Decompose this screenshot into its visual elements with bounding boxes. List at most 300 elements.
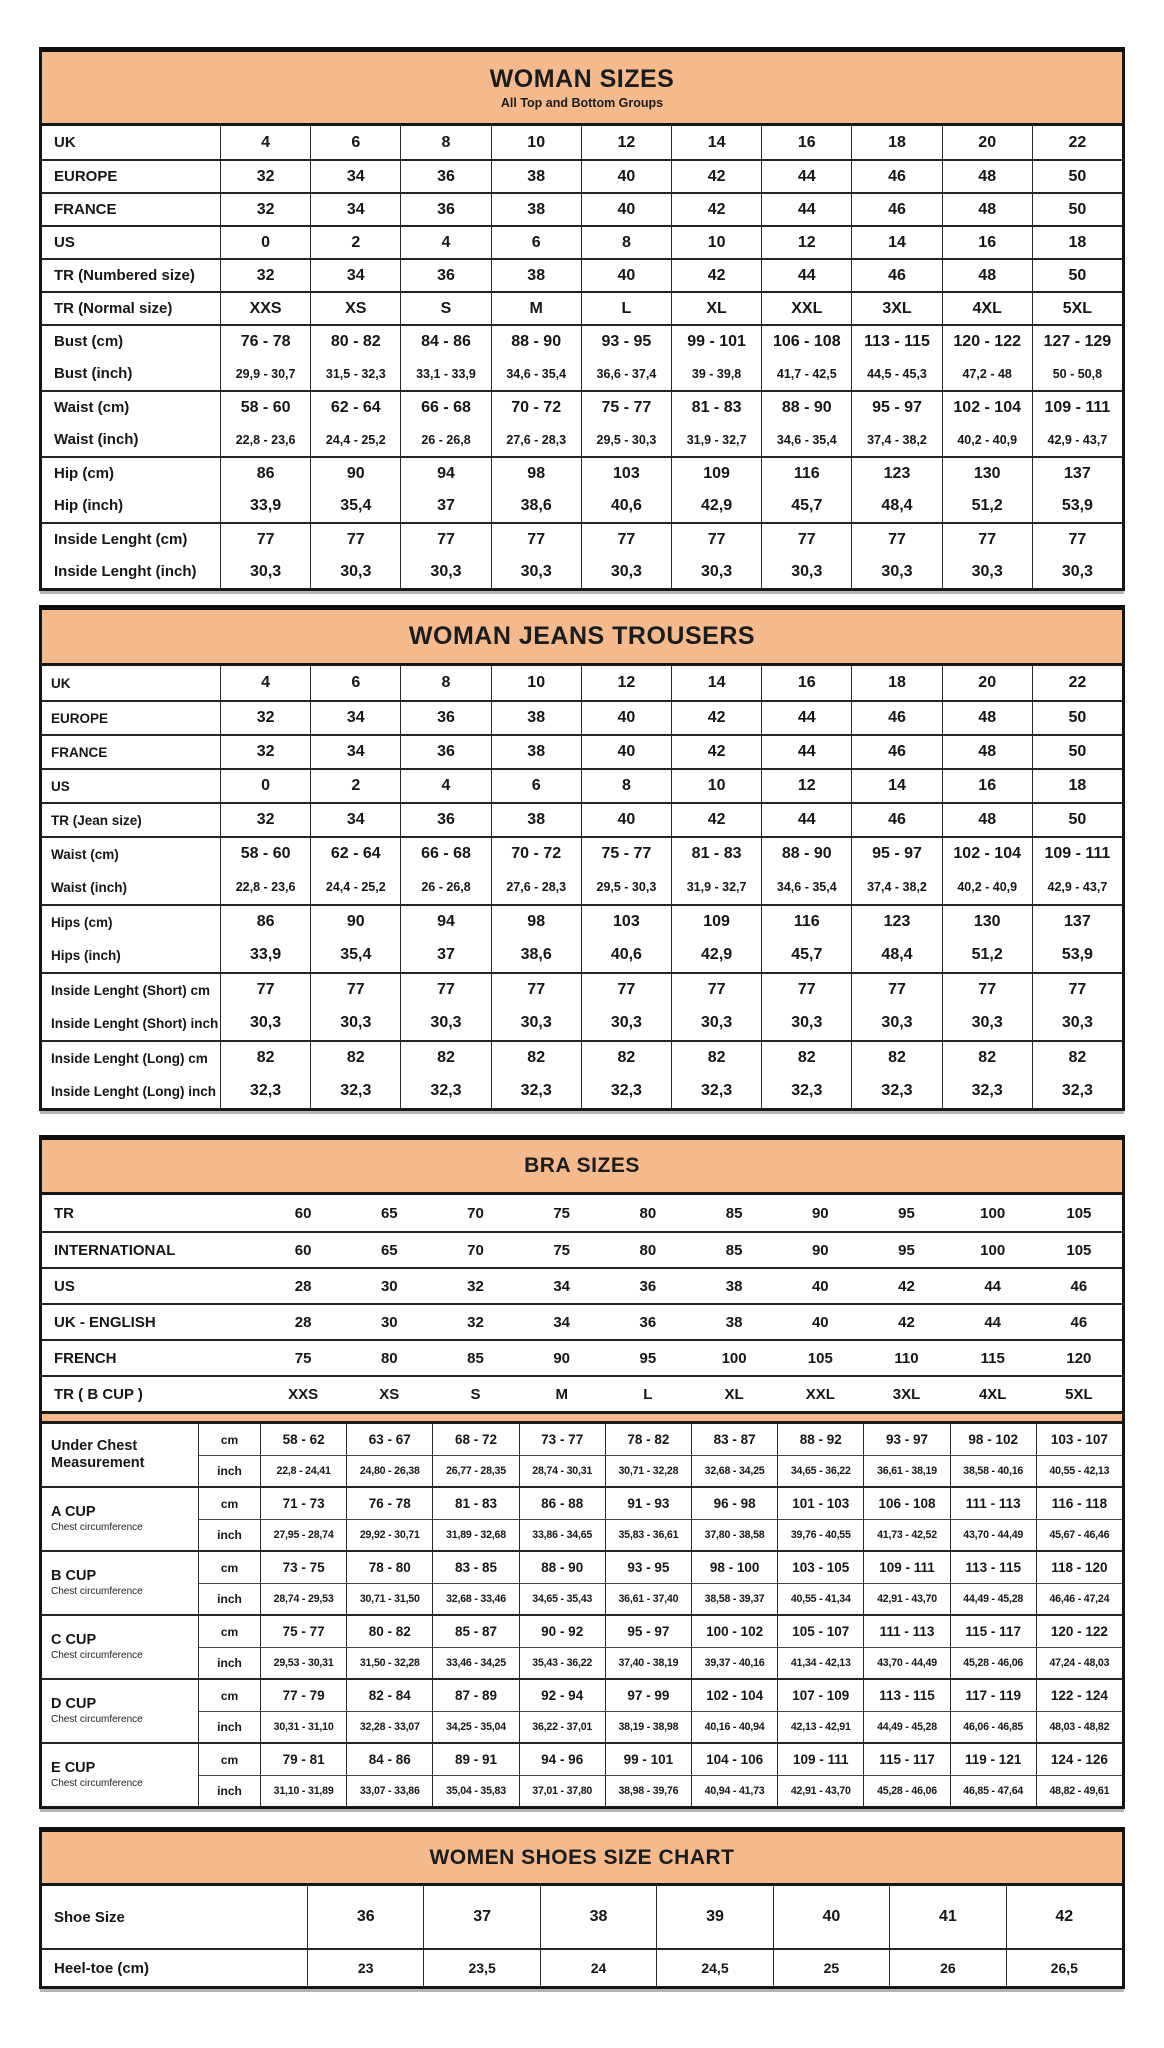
value-cell: 120 - 122	[1036, 1616, 1122, 1647]
value-cell: 10	[671, 770, 761, 802]
unit-label-inch: inch	[198, 1519, 260, 1550]
value-cell: 98 - 100	[691, 1552, 777, 1583]
value-cell: 46	[1070, 1277, 1088, 1295]
value-cell: 90	[811, 1204, 829, 1222]
value-cell: 40	[811, 1277, 829, 1295]
value-cell: 36	[400, 804, 490, 836]
value-cell: 28,74 - 29,53	[260, 1583, 346, 1614]
value-cell: 46	[1070, 1313, 1088, 1331]
value-cell: 42	[671, 260, 761, 291]
value-cell: 34,6 - 35,4	[761, 870, 851, 904]
value-cell: 60	[294, 1241, 312, 1259]
value-cell: 26 - 26,8	[400, 870, 490, 904]
value-cell: 38	[540, 1886, 656, 1948]
value-cell: 34	[310, 804, 400, 836]
value-cell: 37	[400, 938, 490, 972]
value-cell: 123	[851, 906, 941, 938]
value-cell: 95	[639, 1349, 657, 1367]
value-cell: 10	[671, 227, 761, 258]
value-cell: 44	[761, 161, 851, 192]
value-cell: 66 - 68	[400, 392, 490, 423]
value-cell: 34	[310, 161, 400, 192]
value-cell: 10	[491, 126, 581, 159]
value-cell: 38,6	[491, 489, 581, 522]
value-cell: 28,74 - 30,31	[519, 1455, 605, 1486]
value-cell: 39 - 39,8	[671, 357, 761, 390]
value-cell: 91 - 93	[605, 1488, 691, 1519]
value-cell: 115 - 117	[863, 1744, 949, 1775]
value-cell: 32	[220, 161, 310, 192]
row-label: EUROPE	[51, 710, 109, 726]
value-cell: 77	[400, 974, 490, 1006]
value-cell: 82	[220, 1042, 310, 1074]
value-cell: 30,3	[1032, 555, 1122, 588]
value-cell: 29,5 - 30,3	[581, 870, 671, 904]
value-cell: 80 - 82	[310, 326, 400, 357]
value-cell: 41,34 - 42,13	[777, 1647, 863, 1678]
table-row	[42, 870, 1122, 904]
row-label: US	[54, 234, 75, 251]
value-cell: 40,94 - 41,73	[691, 1775, 777, 1806]
value-cell: 10	[491, 666, 581, 700]
value-cell: 82	[491, 1042, 581, 1074]
value-cell: 95	[898, 1204, 915, 1222]
value-cell: 35,04 - 35,83	[432, 1775, 518, 1806]
woman-jeans-title: WOMAN JEANS TROUSERS	[408, 622, 756, 650]
table-row	[42, 836, 1122, 870]
value-cell: 22,8 - 23,6	[220, 423, 310, 456]
value-cell: 100	[980, 1204, 1006, 1222]
value-cell: 81 - 83	[671, 838, 761, 870]
table-row	[42, 1074, 1122, 1108]
row-label: UK	[54, 134, 76, 151]
value-cell: 34	[553, 1313, 571, 1331]
value-cell: 39,37 - 40,16	[691, 1647, 777, 1678]
value-cell: 24,4 - 25,2	[310, 423, 400, 456]
value-cell: 50	[1032, 161, 1122, 192]
row-label: Hip (cm)	[54, 465, 114, 482]
value-cell: 75	[294, 1349, 312, 1367]
table-row	[42, 357, 1122, 390]
value-cell: XL	[671, 293, 761, 324]
value-cell: 48,82 - 49,61	[1036, 1775, 1122, 1806]
value-cell: 46	[851, 260, 941, 291]
value-cell: 30,71 - 32,28	[605, 1455, 691, 1486]
women-shoes-rows	[42, 1886, 1122, 1986]
value-cell: 44	[761, 260, 851, 291]
value-cell: 99 - 101	[605, 1744, 691, 1775]
value-cell: 99 - 101	[671, 326, 761, 357]
cup-group	[42, 1486, 1122, 1550]
cup-group-label-main: A CUP	[51, 1504, 96, 1521]
value-cell: 119 - 121	[950, 1744, 1036, 1775]
value-cell: 93 - 95	[581, 326, 671, 357]
value-cell: 86	[220, 458, 310, 489]
value-cell: 2	[310, 770, 400, 802]
value-cell: 36	[400, 736, 490, 768]
value-cell: 130	[942, 458, 1032, 489]
row-label: Hips (cm)	[51, 914, 113, 930]
value-cell: 102 - 104	[691, 1680, 777, 1711]
value-cell: 26,5	[1006, 1950, 1122, 1986]
value-cell: 30	[380, 1313, 398, 1331]
value-cell: 111 - 113	[950, 1488, 1036, 1519]
unit-label-cm: cm	[198, 1424, 260, 1455]
value-cell: 42,91 - 43,70	[863, 1583, 949, 1614]
value-cell: 43,70 - 44,49	[863, 1647, 949, 1678]
value-cell: S	[470, 1385, 481, 1403]
value-cell: 110	[894, 1349, 919, 1367]
value-cell: 48	[942, 736, 1032, 768]
value-cell: 76 - 78	[346, 1488, 432, 1519]
value-cell: 3XL	[892, 1385, 921, 1403]
value-cell: 77	[851, 524, 941, 555]
cup-group	[42, 1678, 1122, 1742]
value-cell: 34,65 - 36,22	[777, 1455, 863, 1486]
value-cell: 27,6 - 28,3	[491, 423, 581, 456]
accent-divider-strip	[42, 1411, 1122, 1424]
value-cell: 50 - 50,8	[1032, 357, 1122, 390]
value-cell: 81 - 83	[432, 1488, 518, 1519]
value-cell: 36,6 - 37,4	[581, 357, 671, 390]
value-cell: 41,7 - 42,5	[761, 357, 851, 390]
cup-group-label-main: D CUP	[51, 1696, 97, 1713]
value-cell: 75	[553, 1241, 571, 1259]
value-cell: 48	[942, 260, 1032, 291]
value-cell: 29,92 - 30,71	[346, 1519, 432, 1550]
row-label: EUROPE	[54, 168, 118, 185]
value-cell: 34	[553, 1277, 571, 1295]
value-cell: 18	[1032, 770, 1122, 802]
cup-group-label	[42, 1680, 198, 1742]
value-cell: 81 - 83	[671, 392, 761, 423]
value-cell: 30,3	[581, 1006, 671, 1040]
value-cell: 68 - 72	[432, 1424, 518, 1455]
value-cell: 40,16 - 40,94	[691, 1711, 777, 1742]
value-cell: 44	[984, 1313, 1002, 1331]
value-cell: 6	[491, 770, 581, 802]
value-cell: 137	[1032, 906, 1122, 938]
value-cell: 34,65 - 35,43	[519, 1583, 605, 1614]
value-cell: 58 - 60	[220, 392, 310, 423]
value-cell: 30,3	[851, 555, 941, 588]
value-cell: 31,10 - 31,89	[260, 1775, 346, 1806]
value-cell: 77	[491, 974, 581, 1006]
table-row	[42, 700, 1122, 734]
value-cell: 48,4	[851, 938, 941, 972]
value-cell: 73 - 75	[260, 1552, 346, 1583]
value-cell: 33,9	[220, 489, 310, 522]
value-cell: 12	[581, 666, 671, 700]
value-cell: 95	[898, 1241, 915, 1259]
value-cell: 89 - 91	[432, 1744, 518, 1775]
woman-jeans-rows	[42, 666, 1122, 1108]
value-cell: 82	[761, 1042, 851, 1074]
cup-group	[42, 1424, 1122, 1486]
women-shoes-header	[42, 1832, 1122, 1886]
value-cell: 127 - 129	[1032, 326, 1122, 357]
value-cell: 39,76 - 40,55	[777, 1519, 863, 1550]
value-cell: 36	[400, 194, 490, 225]
value-cell: 42	[898, 1313, 915, 1331]
value-cell: 88 - 90	[761, 838, 851, 870]
table-row	[42, 1948, 1122, 1986]
table-row	[42, 291, 1122, 324]
value-cell: 82	[581, 1042, 671, 1074]
value-cell: 71 - 73	[260, 1488, 346, 1519]
value-cell: 115 - 117	[950, 1616, 1036, 1647]
value-cell: 95 - 97	[851, 392, 941, 423]
value-cell: 82	[400, 1042, 490, 1074]
cup-group-label-sub: Chest circumference	[51, 1650, 143, 1662]
value-cell: 38,58 - 39,37	[691, 1583, 777, 1614]
women-shoes-title: WOMEN SHOES SIZE CHART	[429, 1845, 735, 1869]
value-cell: 53,9	[1032, 938, 1122, 972]
value-cell: 45,28 - 46,06	[863, 1775, 949, 1806]
value-cell: 38	[491, 260, 581, 291]
row-label: INTERNATIONAL	[54, 1241, 176, 1259]
value-cell: 35,43 - 36,22	[519, 1647, 605, 1678]
value-cell: 105 - 107	[777, 1616, 863, 1647]
value-cell: 42,9	[671, 489, 761, 522]
value-cell: 16	[942, 227, 1032, 258]
table-row	[42, 1006, 1122, 1040]
row-label: Inside Lenght (Long) inch	[51, 1083, 216, 1099]
row-label: TR	[54, 1204, 74, 1222]
value-cell: 12	[761, 770, 851, 802]
value-cell: 90	[553, 1349, 571, 1367]
value-cell: 42,13 - 42,91	[777, 1711, 863, 1742]
value-cell: 109	[671, 906, 761, 938]
value-cell: 85 - 87	[432, 1616, 518, 1647]
value-cell: 27,95 - 28,74	[260, 1519, 346, 1550]
value-cell: 42	[671, 194, 761, 225]
table-row	[42, 972, 1122, 1006]
value-cell: 46	[851, 194, 941, 225]
value-cell: 48	[942, 804, 1032, 836]
value-cell: 39	[656, 1886, 772, 1948]
value-cell: 77 - 79	[260, 1680, 346, 1711]
value-cell: 101 - 103	[777, 1488, 863, 1519]
value-cell: 70	[467, 1241, 484, 1259]
value-cell: 109 - 111	[1032, 392, 1122, 423]
value-cell: 84 - 86	[346, 1744, 432, 1775]
woman-sizes-title: WOMAN SIZES	[489, 65, 675, 93]
value-cell: 42	[671, 804, 761, 836]
value-cell: 22	[1032, 126, 1122, 159]
value-cell: 62 - 64	[310, 838, 400, 870]
value-cell: 32,3	[1032, 1074, 1122, 1108]
value-cell: 34,25 - 35,04	[432, 1711, 518, 1742]
value-cell: 24,80 - 26,38	[346, 1455, 432, 1486]
value-cell: 30,3	[671, 555, 761, 588]
value-cell: 46	[851, 161, 941, 192]
value-cell: 8	[400, 126, 490, 159]
value-cell: 75 - 77	[581, 838, 671, 870]
value-cell: 34	[310, 702, 400, 734]
value-cell: 98 - 102	[950, 1424, 1036, 1455]
value-cell: 30,3	[400, 555, 490, 588]
value-cell: 38	[491, 161, 581, 192]
value-cell: 44,49 - 45,28	[950, 1583, 1036, 1614]
value-cell: 102 - 104	[942, 392, 1032, 423]
value-cell: 27,6 - 28,3	[491, 870, 581, 904]
value-cell: 83 - 87	[691, 1424, 777, 1455]
value-cell: 48	[942, 161, 1032, 192]
value-cell: 130	[942, 906, 1032, 938]
value-cell: 80 - 82	[346, 1616, 432, 1647]
value-cell: 32,3	[851, 1074, 941, 1108]
value-cell: 36,61 - 37,40	[605, 1583, 691, 1614]
cup-group-label-sub: Chest circumference	[51, 1522, 143, 1534]
value-cell: 32	[220, 260, 310, 291]
value-cell: 30,3	[671, 1006, 761, 1040]
value-cell: 37	[423, 1886, 539, 1948]
value-cell: 30,3	[310, 1006, 400, 1040]
value-cell: 6	[310, 666, 400, 700]
value-cell: 46,06 - 46,85	[950, 1711, 1036, 1742]
value-cell: 38	[491, 736, 581, 768]
table-row	[42, 423, 1122, 456]
value-cell: 37,4 - 38,2	[851, 423, 941, 456]
value-cell: 40,55 - 42,13	[1036, 1455, 1122, 1486]
value-cell: 36,61 - 38,19	[863, 1455, 949, 1486]
value-cell: 113 - 115	[863, 1680, 949, 1711]
value-cell: 34	[310, 736, 400, 768]
value-cell: 50	[1032, 260, 1122, 291]
value-cell: 60	[294, 1204, 312, 1222]
woman-sizes-table	[39, 47, 1125, 591]
value-cell: 44	[761, 702, 851, 734]
value-cell: 95 - 97	[851, 838, 941, 870]
value-cell: 105	[807, 1349, 833, 1367]
value-cell: 36	[639, 1313, 657, 1331]
value-cell: 8	[581, 227, 671, 258]
value-cell: 50	[1032, 804, 1122, 836]
value-cell: 44	[761, 194, 851, 225]
value-cell: 87 - 89	[432, 1680, 518, 1711]
value-cell: XS	[310, 293, 400, 324]
value-cell: 116	[761, 906, 851, 938]
table-row	[42, 258, 1122, 291]
row-label: Inside Lenght (Long) cm	[51, 1050, 208, 1066]
value-cell: 30,3	[491, 1006, 581, 1040]
value-cell: 88 - 90	[519, 1552, 605, 1583]
table-row	[42, 734, 1122, 768]
woman-sizes-rows	[42, 126, 1122, 588]
value-cell: 120	[1066, 1349, 1092, 1367]
value-cell: 37,4 - 38,2	[851, 870, 941, 904]
value-cell: 38	[491, 702, 581, 734]
value-cell: 77	[220, 524, 310, 555]
table-row	[42, 225, 1122, 258]
value-cell: 105	[1066, 1241, 1092, 1259]
value-cell: 30,3	[942, 555, 1032, 588]
woman-sizes-header	[42, 52, 1122, 126]
value-cell: 97 - 99	[605, 1680, 691, 1711]
value-cell: 32	[467, 1277, 484, 1295]
value-cell: 116	[761, 458, 851, 489]
value-cell: 38,98 - 39,76	[605, 1775, 691, 1806]
table-row	[42, 1375, 1122, 1411]
table-row	[42, 192, 1122, 225]
value-cell: 28	[294, 1313, 312, 1331]
value-cell: 42,9 - 43,7	[1032, 423, 1122, 456]
row-label: Waist (cm)	[51, 846, 119, 862]
bra-cup-measurement-matrix	[42, 1424, 1122, 1806]
row-label: FRANCE	[54, 201, 117, 218]
value-cell: 40	[811, 1313, 829, 1331]
value-cell: 82	[310, 1042, 400, 1074]
value-cell: 116 - 118	[1036, 1488, 1122, 1519]
cup-group-label	[42, 1744, 198, 1806]
value-cell: 109 - 111	[777, 1744, 863, 1775]
value-cell: 65	[380, 1241, 398, 1259]
value-cell: 124 - 126	[1036, 1744, 1122, 1775]
cup-group-label-sub: Chest circumference	[51, 1714, 143, 1726]
value-cell: 103 - 105	[777, 1552, 863, 1583]
unit-label-inch: inch	[198, 1647, 260, 1678]
value-cell: 32	[467, 1313, 484, 1331]
value-cell: 31,5 - 32,3	[310, 357, 400, 390]
unit-label-cm: cm	[198, 1488, 260, 1519]
unit-label-inch: inch	[198, 1583, 260, 1614]
value-cell: 32,3	[581, 1074, 671, 1108]
value-cell: 31,9 - 32,7	[671, 870, 761, 904]
value-cell: 102 - 104	[942, 838, 1032, 870]
value-cell: 77	[310, 524, 400, 555]
value-cell: 42,9	[671, 938, 761, 972]
value-cell: 70	[467, 1204, 484, 1222]
value-cell: 16	[761, 666, 851, 700]
value-cell: 94 - 96	[519, 1744, 605, 1775]
value-cell: 29,53 - 30,31	[260, 1647, 346, 1678]
unit-label-inch: inch	[198, 1711, 260, 1742]
value-cell: 105	[1066, 1204, 1092, 1222]
cup-group	[42, 1742, 1122, 1806]
value-cell: 77	[400, 524, 490, 555]
value-cell: 82	[1032, 1042, 1122, 1074]
value-cell: 48,4	[851, 489, 941, 522]
value-cell: XXS	[220, 293, 310, 324]
value-cell: 70 - 72	[491, 392, 581, 423]
value-cell: 42	[671, 161, 761, 192]
value-cell: 14	[851, 770, 941, 802]
cup-group-label-sub: Chest circumference	[51, 1778, 143, 1790]
value-cell: 40	[581, 736, 671, 768]
value-cell: 3XL	[851, 293, 941, 324]
value-cell: 6	[310, 126, 400, 159]
value-cell: 30,3	[400, 1006, 490, 1040]
value-cell: 38,6	[491, 938, 581, 972]
value-cell: 40,55 - 41,34	[777, 1583, 863, 1614]
value-cell: 137	[1032, 458, 1122, 489]
value-cell: 30,3	[220, 555, 310, 588]
value-cell: 35,4	[310, 938, 400, 972]
row-label: Inside Lenght (inch)	[54, 563, 197, 580]
value-cell: 12	[761, 227, 851, 258]
value-cell: 46,46 - 47,24	[1036, 1583, 1122, 1614]
value-cell: 44	[761, 736, 851, 768]
value-cell: 46	[851, 736, 941, 768]
row-label: Waist (inch)	[54, 431, 139, 448]
table-row	[42, 666, 1122, 700]
value-cell: 98	[491, 906, 581, 938]
table-row	[42, 802, 1122, 836]
cup-group-label	[42, 1616, 198, 1678]
value-cell: 38	[491, 194, 581, 225]
table-row	[42, 1040, 1122, 1074]
